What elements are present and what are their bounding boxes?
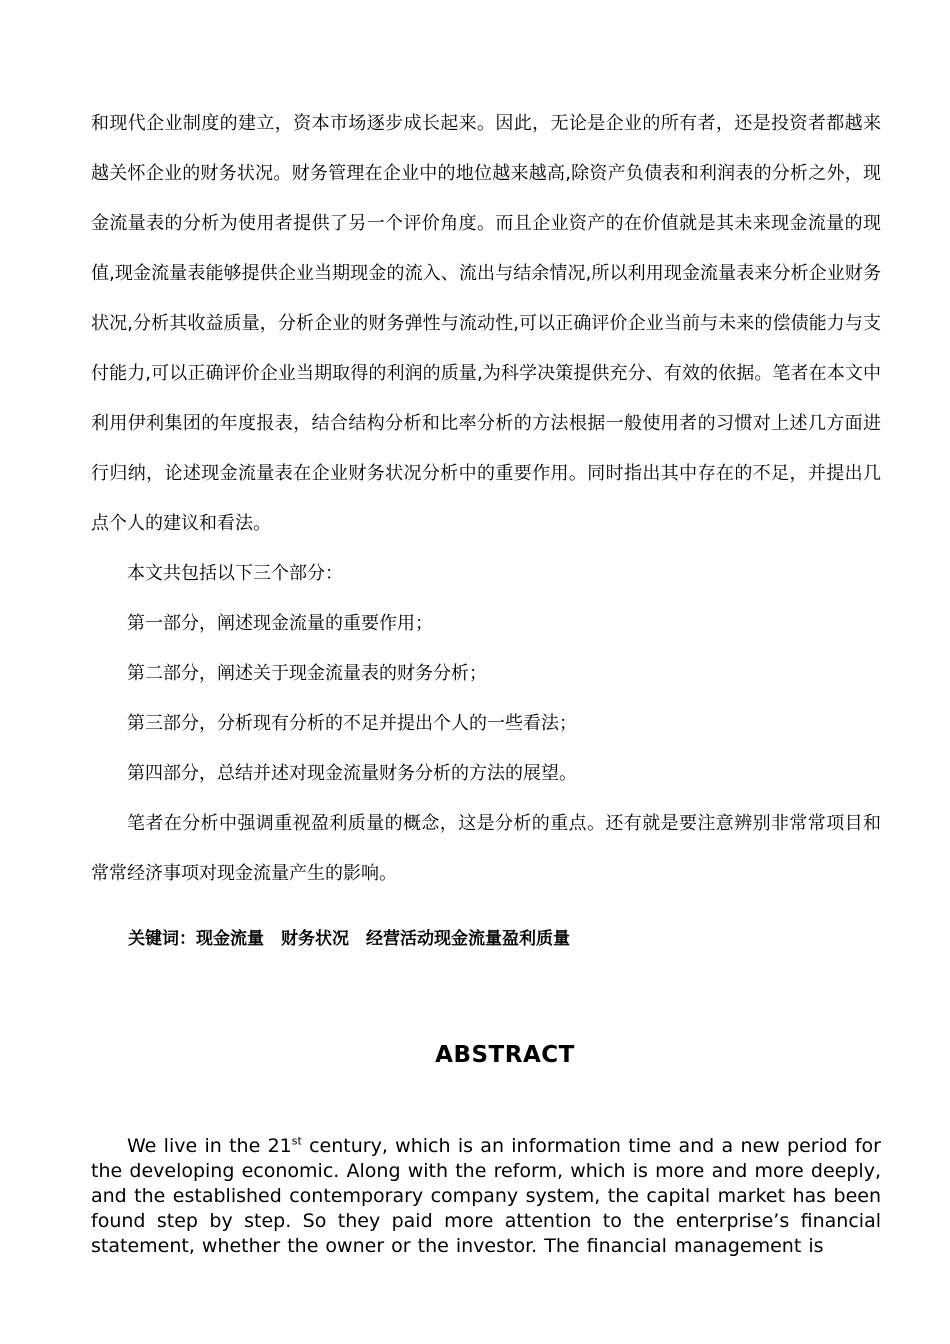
part-two: 第二部分，阐述关于现金流量表的财务分析； <box>127 663 487 684</box>
chinese-body <box>91 99 881 899</box>
english-abstract-body <box>91 1134 881 1259</box>
abstract-text-start: We live in the 21 <box>127 1135 292 1157</box>
abstract-title: ABSTRACT <box>435 1042 575 1068</box>
part-three: 第三部分，分析现有分析的不足并提出个人的一些看法； <box>127 713 577 734</box>
abstract-text-rest: century, which is an information time and a new period for the developing economic. Along with the reform, which is more and more deeply, and the established contemporary company system, the capital market has been found step by step. So they paid more attention to the enterprise’s financial statement, whether the owner or the investor. The financial management is <box>91 1135 881 1257</box>
keywords-line: 关键词：现金流量 财务状况 经营活动现金流量盈利质量 <box>128 929 570 949</box>
abstract-paragraph <box>91 1134 881 1259</box>
structure-intro: 本文共包括以下三个部分： <box>127 563 343 584</box>
emphasis-paragraph: 笔者在分析中强调重视盈利质量的概念，这是分析的重点。还有就是要注意辨别非常常项目和常常经济事项对现金流量产生的影响。 <box>91 813 881 884</box>
intro-paragraph: 和现代企业制度的建立，资本市场逐步成长起来。因此，无论是企业的所有者，还是投资者都越来越关怀企业的财务状况。财务管理在企业中的地位越来越高,除资产负债表和利润表的分析之外，现金流量表的分析为使用者提供了另一个评价角度。而且企业资产的在价值就是其未来现金流量的现值,现金流量表能够提供企业当期现金的流入、流出与结余情况,所以利用现金流量表来分析企业财务状况,分析其收益质量，分析企业的财务弹性与流动性,可以正确评价企业当前与未来的偿债能力与支付能力,可以正确评价企业当期取得的利润的质量,为科学决策提供充分、有效的依据。笔者在本文中利用伊利集团的年度报表，结合结构分析和比率分析的方法根据一般使用者的习惯对上述几方面进行归纳，论述现金流量表在企业财务状况分析中的重要作用。同时指出其中存在的不足，并提出几点个人的建议和看法。 <box>91 113 881 534</box>
part-four: 第四部分，总结并述对现金流量财务分析的方法的展望。 <box>127 763 577 784</box>
ordinal-suffix: st <box>291 1134 302 1148</box>
part-one: 第一部分，阐述现金流量的重要作用； <box>127 613 433 634</box>
